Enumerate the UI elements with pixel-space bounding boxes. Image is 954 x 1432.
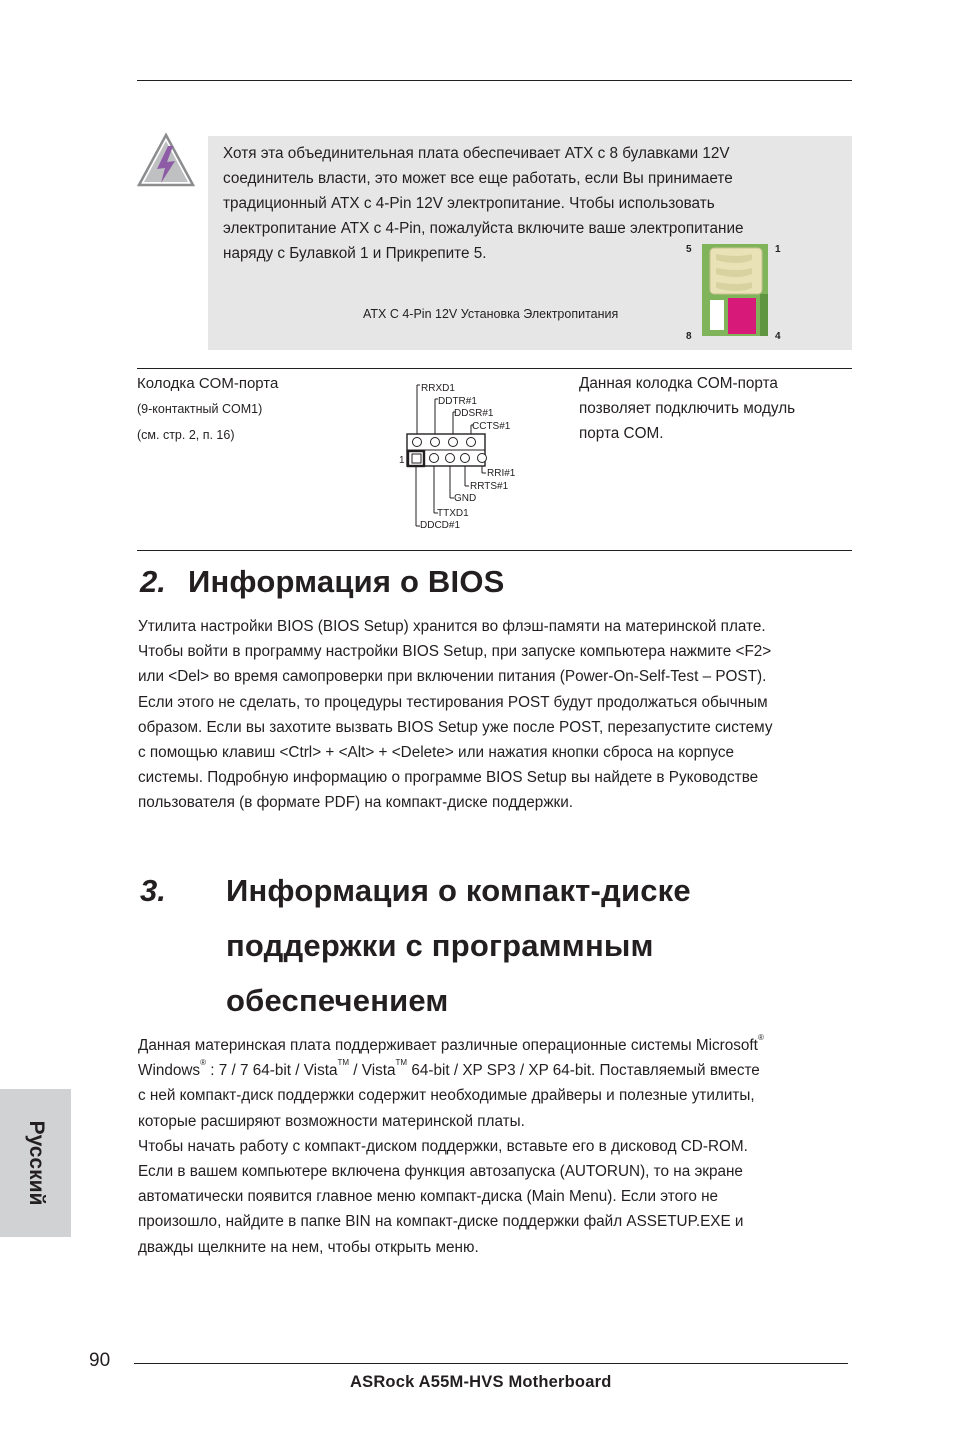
pin-label-4: 4: [775, 331, 781, 342]
section-rule: [137, 550, 852, 551]
language-side-tab: [0, 1089, 71, 1237]
section-3-title-line-1: Информация о компакт-диске: [226, 873, 691, 908]
os-list-rest: 64-bit / XP SP3 / XP 64-bit. Поставляемый вместе: [407, 1062, 760, 1080]
com-header-labels: [137, 374, 397, 444]
registered-mark: ®: [200, 1058, 206, 1068]
top-rule: [137, 80, 852, 81]
com-desc-line: порта COM.: [579, 425, 664, 442]
section-3-title-line-2: поддержки с программным: [226, 928, 654, 963]
section-2-number: 2.: [140, 564, 166, 599]
pin-rri1: RRI#1: [487, 468, 516, 479]
bios-body: [138, 614, 850, 816]
pin-ddcd1: DDCD#1: [420, 520, 461, 530]
registered-mark: ®: [757, 1033, 764, 1042]
pin-label-5: 5: [686, 244, 692, 255]
bios-line: с помощью клавиш <Ctrl> + <Alt> + <Delete> или нажатия кнопки сброса на корпусе: [138, 744, 735, 762]
com-subtitle: (9-контактный COM1): [137, 402, 263, 416]
pin-one-marker: 1: [399, 455, 405, 466]
cd-line: которые расширяют возможности материнской платы.: [138, 1112, 525, 1130]
bios-line: пользователя (в формате PDF) на компакт-диске поддержки.: [138, 794, 574, 812]
pin-ddsr1: DDSR#1: [454, 408, 494, 419]
com-section-rule: [137, 368, 852, 369]
bios-line: образом. Если вы захотите вызвать BIOS Setup уже после POST, перезапустите систему: [138, 718, 773, 736]
com-pinout-diagram: [398, 380, 528, 530]
footer-rule: [134, 1363, 848, 1364]
pin-ttxd1: TTXD1: [437, 508, 469, 519]
page-number: 90: [89, 1350, 111, 1371]
cd-line: с ней компакт-диск поддержки содержит необходимые драйверы и полезные утилиты,: [138, 1087, 755, 1105]
bios-line: или <Del> во время самопроверки при включении питания (Power-On-Self-Test – POST).: [138, 668, 767, 686]
bios-line: Если этого не сделать, то процедуры тестирования POST будут продолжаться обычным: [138, 693, 768, 711]
note-line: соединитель власти, это может все еще работать, если Вы принимаете: [223, 170, 733, 187]
pin-rrts1: RRTS#1: [470, 481, 509, 492]
cd-line: автоматически появится главное меню компакт-диска (Main Menu). Если этого не: [138, 1188, 719, 1206]
section-3-title-line-3: обеспечением: [226, 983, 449, 1018]
cd-body: [138, 1033, 850, 1260]
cd-line: Если в вашем компьютере включена функция автозапуска (AUTORUN), то на экране: [138, 1163, 743, 1181]
note-box: [208, 136, 852, 350]
com-reference: (см. стр. 2, п. 16): [137, 428, 235, 442]
note-caption: ATX С 4-Pin 12V Установка Электропитания: [363, 307, 619, 321]
trademark-mark: TM: [337, 1058, 350, 1068]
note-line: Хотя эта объединительная плата обеспечивает ATX с 8 булавками 12V: [223, 145, 730, 162]
language-tab-label: Русский: [24, 1120, 48, 1206]
cd-line: [138, 1058, 850, 1083]
pin-label-1: 1: [775, 244, 781, 255]
note-line: традиционный ATX с 4-Pin 12V электропитание. Чтобы использовать: [223, 195, 715, 212]
trademark-mark: TM: [395, 1058, 408, 1068]
windows-text: Windows: [138, 1062, 201, 1080]
pin-ccts1: CCTS#1: [472, 421, 511, 432]
footer-product: ASRock A55M-HVS Motherboard: [350, 1373, 612, 1391]
com-desc-line: позволяет подключить модуль: [579, 400, 796, 417]
cd-line-text: Данная материнская плата поддерживает различные операционные системы Microsoft: [138, 1037, 758, 1054]
note-line: электропитание ATX с 4-Pin, пожалуйста включите ваше электропитание: [223, 220, 744, 237]
bios-line: Чтобы войти в программу настройки BIOS Setup, при запуске компьютера нажмите <F2>: [138, 643, 772, 661]
power-connector-photo: [702, 244, 768, 336]
cd-line: [138, 1033, 850, 1058]
warning-icon: [135, 132, 197, 190]
com-description: [579, 371, 849, 446]
bios-line: системы. Подробную информацию о программе BIOS Setup вы найдете в Руководстве: [138, 769, 759, 787]
section-2-title: Информация о BIOS: [188, 564, 505, 599]
pin-label-8: 8: [686, 331, 692, 342]
com-desc-line: Данная колодка COM-порта: [579, 375, 778, 392]
os-list-text: : 7 / 7 64-bit / Vista: [205, 1062, 338, 1080]
vista-text: / Vista: [349, 1062, 396, 1080]
pin-rrxd1: RRXD1: [421, 383, 455, 394]
cd-line: Чтобы начать работу с компакт-диском поддержки, вставьте его в дисковод CD-ROM.: [138, 1137, 748, 1155]
bios-line: Утилита настройки BIOS (BIOS Setup) хранится во флэш-памяти на материнской плате.: [138, 618, 766, 635]
note-line: наряду с Булавкой 1 и Прикрепите 5.: [223, 245, 487, 262]
com-title: Колодка COM-порта: [137, 375, 279, 392]
section-3-number: 3.: [140, 873, 166, 908]
cd-line: произошло, найдите в папке BIN на компакт-диске поддержки файл ASSETUP.EXE и: [138, 1213, 744, 1231]
power-connector-illustration: [702, 244, 768, 336]
pin-ddtr1: DDTR#1: [438, 396, 477, 407]
cd-line: дважды щелкните на нем, чтобы открыть меню.: [138, 1238, 479, 1256]
pin-gnd: GND: [454, 493, 477, 504]
